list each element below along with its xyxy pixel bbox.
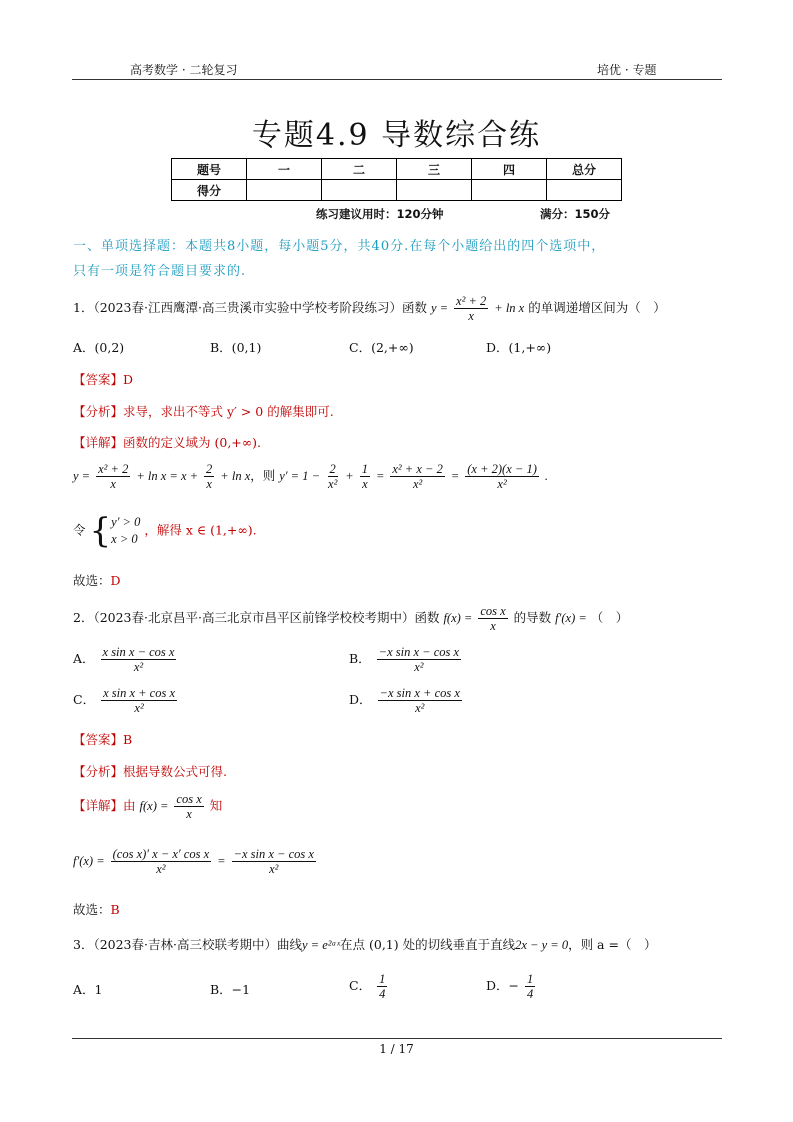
q3-stem-mid: 在点 (0,1) 处的切线垂直于直线: [340, 937, 516, 952]
eq-part: =: [375, 469, 385, 483]
detail-text: 函数的定义域为 (0,+∞).: [123, 435, 262, 450]
q3-line-eq: 2x − y = 0: [515, 938, 569, 952]
option-fraction: [378, 686, 462, 715]
q1-fn-rest: + ln x: [494, 301, 525, 315]
analysis-text: 根据导数公式可得.: [123, 764, 227, 779]
score-table-score-row: [172, 180, 622, 201]
system-prefix: 令: [73, 522, 86, 538]
fraction-numerator: 1: [361, 462, 368, 476]
q2-analysis: [73, 762, 227, 780]
fraction-numerator: 2: [206, 462, 213, 476]
eq-fraction: [96, 462, 130, 491]
q1-derivation: [73, 462, 548, 491]
eq-part: =: [450, 469, 460, 483]
q2-stem: [73, 604, 628, 633]
q2-choice: [73, 900, 120, 918]
fraction-denominator: x: [186, 807, 192, 821]
fraction-denominator: x²: [133, 660, 144, 674]
fraction-numerator: x² + 2: [456, 294, 487, 308]
table-cell: 四: [472, 159, 547, 180]
fraction-denominator: x: [206, 477, 212, 491]
q3-option-c: [349, 972, 389, 1001]
fraction-numerator: −x sin x + cos x: [379, 686, 460, 700]
section-heading-line1: 一、单项选择题：本题共8小题，每小题5分，共40分.在每个小题给出的四个选项中，: [73, 239, 606, 254]
deriv-fraction: [111, 847, 212, 876]
option-label: A．: [73, 651, 95, 666]
table-cell: 一: [247, 159, 322, 180]
fraction-numerator: x² + 2: [98, 462, 129, 476]
fraction-denominator: x²: [415, 701, 425, 715]
q1-analysis: [73, 402, 334, 420]
fraction-denominator: x²: [412, 477, 423, 491]
system-brace: [89, 511, 141, 551]
eq-fraction: [390, 462, 444, 491]
fraction-denominator: x²: [269, 862, 279, 876]
page-title: 专题4.9 导数综合练: [251, 118, 542, 153]
deriv-fraction: [232, 847, 316, 876]
detail-prefix: 由: [123, 798, 136, 813]
option-fraction: [377, 972, 387, 1001]
q2-option-a: [73, 645, 178, 674]
table-cell: [547, 180, 622, 201]
table-cell: [322, 180, 397, 201]
q1-option-b: B．(0,1): [210, 340, 262, 355]
fraction-numerator: x sin x − cos x: [102, 645, 175, 659]
eq-part: y′ = 1 −: [279, 469, 321, 483]
fraction-denominator: x: [490, 619, 496, 633]
detail-fraction: [174, 792, 203, 821]
q2-option-c: [73, 686, 179, 715]
section-heading-line2: 只有一项是符合题目要求的.: [73, 264, 247, 279]
option-fraction: [525, 972, 535, 1001]
fraction-numerator: (x + 2)(x − 1): [467, 462, 537, 476]
eq-fraction: [465, 462, 539, 491]
fraction-denominator: 4: [379, 987, 386, 1001]
deriv-lhs: f′(x) =: [73, 854, 105, 868]
table-cell: 题号: [172, 159, 247, 180]
header-left: 高考数学 · 二轮复习: [130, 63, 238, 77]
choice-value: D: [110, 573, 121, 588]
option-label: D．: [349, 692, 372, 707]
fraction-denominator: 4: [526, 987, 534, 1001]
eq-part: + ln x = x +: [136, 469, 199, 483]
table-cell: [397, 180, 472, 201]
q2-answer: [73, 730, 132, 748]
q1-fn-fraction: [454, 294, 488, 323]
choice-label: 故选：: [73, 573, 111, 588]
eq-part: ，则: [250, 468, 276, 483]
detail-label: 【详解】: [73, 798, 124, 813]
q1-option-c: C．(2,+∞): [349, 340, 414, 355]
q3-curve: y = e²ᵃˣ: [301, 938, 341, 952]
eq-part: .: [544, 469, 548, 483]
detail-fn: f(x) =: [139, 799, 169, 813]
table-cell: [247, 180, 322, 201]
fraction-denominator: x²: [497, 477, 507, 491]
table-cell: 三: [397, 159, 472, 180]
q1-detail: [73, 433, 261, 451]
q3-option-d: [486, 972, 537, 1001]
system-row: x > 0: [111, 532, 138, 546]
q2-fn-fraction: [478, 604, 507, 633]
q1-answer: [73, 370, 133, 388]
fraction-numerator: −x sin x − cos x: [233, 847, 314, 861]
q1-fn-lhs: y =: [430, 301, 449, 315]
choice-value: B: [110, 902, 120, 917]
fraction-numerator: (cos x)′ x − x′ cos x: [112, 847, 210, 861]
q1-choice: [73, 571, 121, 589]
table-cell: 二: [322, 159, 397, 180]
header-right: 培优 · 专题: [597, 63, 657, 77]
time-advice: 练习建议用时：120分钟: [316, 207, 444, 221]
q3-stem-suffix: ，则 a =（ ）: [568, 937, 657, 952]
detail-label: 【详解】: [73, 435, 124, 450]
eq-part: +: [345, 469, 354, 483]
q2-fn-lhs: f(x) =: [443, 611, 473, 625]
answer-label: 【答案】: [73, 372, 124, 387]
eq-part: y =: [73, 469, 91, 483]
fraction-numerator: 2: [329, 462, 336, 476]
fraction-denominator: x²: [156, 862, 166, 876]
score-table-header-row: [172, 159, 622, 180]
system-suffix: ，解得 x ∈ (1,+∞).: [144, 522, 257, 538]
eq-fraction: [204, 462, 214, 491]
answer-value: B: [123, 732, 133, 747]
fraction-numerator: x sin x + cos x: [103, 686, 176, 700]
option-label: D．−: [486, 978, 519, 993]
answer-label: 【答案】: [73, 732, 124, 747]
option-fraction: [101, 686, 177, 715]
q2-stem-mid: 的导数: [513, 610, 552, 625]
q2-stem-suffix: （ ）: [590, 610, 629, 625]
q1-stem: [73, 294, 666, 323]
detail-suffix: 知: [209, 798, 223, 813]
analysis-label: 【分析】: [73, 764, 124, 779]
eq-fraction: [326, 462, 339, 491]
eq-part: + ln x: [220, 469, 251, 483]
fraction-numerator: 1: [526, 972, 534, 986]
q2-derivative: [73, 847, 318, 876]
table-cell: 得分: [172, 180, 247, 201]
q3-option-b: B．−1: [210, 982, 251, 997]
header-rule: [72, 79, 722, 80]
fraction-denominator: x²: [414, 660, 424, 674]
table-cell: 总分: [547, 159, 622, 180]
fraction-denominator: x: [468, 309, 474, 323]
fraction-numerator: cos x: [176, 792, 202, 806]
eq-fraction: [360, 462, 370, 491]
table-cell: [472, 180, 547, 201]
q2-fn-rhs: f′(x) =: [555, 611, 587, 625]
deriv-equals: =: [217, 854, 226, 868]
fraction-denominator: x: [362, 477, 368, 491]
fraction-denominator: x²: [134, 701, 144, 715]
page-number: 1 / 17: [379, 1042, 414, 1056]
fraction-numerator: x² + x − 2: [392, 462, 443, 476]
fraction-denominator: x: [110, 477, 116, 491]
system-row: y′ > 0: [111, 515, 141, 529]
fraction-numerator: 1: [379, 972, 386, 986]
q3-stem-prefix: 3．（2023春·吉林·高三校联考期中）曲线: [73, 937, 302, 952]
q2-option-b: [349, 645, 463, 674]
q1-option-a: A．(0,2): [73, 340, 125, 355]
q3-option-a: A．1: [73, 982, 103, 997]
analysis-label: 【分析】: [73, 404, 124, 419]
analysis-text: 求导，求出不等式 y′ > 0 的解集即可.: [123, 404, 334, 419]
option-label: C．: [349, 978, 372, 993]
q2-option-d: [349, 686, 464, 715]
q1-stem-suffix: 的单调递增区间为（ ）: [528, 300, 666, 315]
full-score: 满分：150分: [540, 207, 611, 221]
score-table: [171, 158, 622, 201]
q1-option-d: D．(1,+∞): [486, 340, 552, 355]
option-fraction: [377, 645, 461, 674]
q1-system: [73, 511, 257, 551]
option-label: B．: [349, 651, 371, 666]
q2-stem-prefix: 2．（2023春·北京昌平·高三北京市昌平区前锋学校校考期中）函数: [73, 610, 440, 625]
fraction-numerator: −x sin x − cos x: [378, 645, 460, 659]
footer-rule: [72, 1038, 722, 1039]
q1-stem-prefix: 1．（2023春·江西鹰潭·高三贵溪市实验中学校考阶段练习）函数: [73, 300, 427, 315]
choice-label: 故选：: [73, 902, 111, 917]
fraction-numerator: cos x: [480, 604, 506, 618]
q2-detail: [73, 792, 222, 821]
option-label: C．: [73, 692, 96, 707]
option-fraction: [101, 645, 177, 674]
q3-stem: [73, 935, 656, 953]
left-brace-glyph: {: [89, 511, 112, 551]
fraction-denominator: x²: [328, 477, 338, 491]
answer-value: D: [123, 372, 134, 387]
